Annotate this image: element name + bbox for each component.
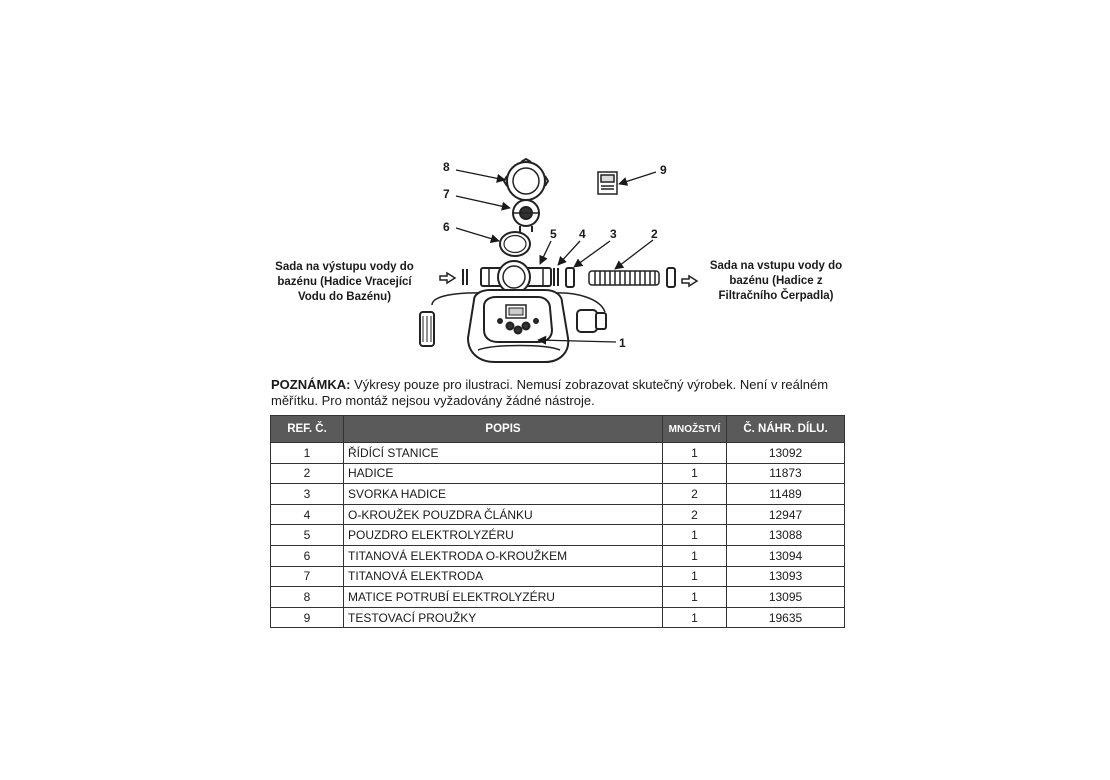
cell-qty: 2	[663, 484, 727, 505]
callout-8: 8	[443, 160, 450, 174]
cell-ref: 3	[271, 484, 344, 505]
cell-part: 12947	[727, 504, 845, 525]
table-row	[271, 463, 845, 484]
callout-4: 4	[579, 227, 586, 241]
cell-desc: POUZDRO ELEKTROLYZÉRU	[344, 525, 663, 546]
cell-part: 19635	[727, 607, 845, 628]
callout-6: 6	[443, 220, 450, 234]
callout-3: 3	[610, 227, 617, 241]
callout-7: 7	[443, 187, 450, 201]
cell-desc: TITANOVÁ ELEKTRODA O-KROUŽKEM	[344, 545, 663, 566]
cell-desc: HADICE	[344, 463, 663, 484]
callout-9: 9	[660, 163, 667, 177]
part-5-cell-housing-drawing	[481, 261, 551, 293]
note-text: Výkresy pouze pro ilustraci. Nemusí zobrazovat skutečný výrobek. Není v reálném měřítku. Pro montáž nejsou vyžadovány žádné nástroje.	[271, 377, 829, 408]
header-part: Č. NÁHR. DÍLU.	[727, 416, 845, 443]
table-header-row	[271, 416, 845, 443]
cell-part: 11873	[727, 463, 845, 484]
cell-part: 13095	[727, 587, 845, 608]
header-ref: REF. Č.	[271, 416, 344, 443]
cell-qty: 1	[663, 607, 727, 628]
cell-qty: 1	[663, 463, 727, 484]
header-qty: MNOŽSTVÍ	[663, 416, 727, 443]
parts-table	[270, 415, 845, 628]
part-7-electrode-drawing	[513, 200, 539, 232]
cell-desc: TESTOVACÍ PROUŽKY	[344, 607, 663, 628]
note-label: POZNÁMKA:	[271, 377, 351, 392]
cell-ref: 1	[271, 443, 344, 464]
table-row	[271, 607, 845, 628]
part-9-test-strips-drawing	[598, 172, 617, 194]
callout-2: 2	[651, 227, 658, 241]
note	[271, 377, 831, 409]
cell-part: 13092	[727, 443, 845, 464]
part-2-hose-drawing	[589, 271, 659, 285]
cell-desc: MATICE POTRUBÍ ELEKTROLYZÉRU	[344, 587, 663, 608]
cell-desc: TITANOVÁ ELEKTRODA	[344, 566, 663, 587]
table-row	[271, 545, 845, 566]
table-row	[271, 504, 845, 525]
table-row	[271, 525, 845, 546]
cell-qty: 2	[663, 504, 727, 525]
part-1-control-station-drawing	[420, 290, 606, 362]
table-row	[271, 443, 845, 464]
cell-desc: SVORKA HADICE	[344, 484, 663, 505]
cell-ref: 8	[271, 587, 344, 608]
cell-qty: 1	[663, 443, 727, 464]
cell-desc: O-KROUŽEK POUZDRA ČLÁNKU	[344, 504, 663, 525]
cell-ref: 5	[271, 525, 344, 546]
part-8-nut-drawing	[504, 159, 548, 203]
table-row	[271, 484, 845, 505]
callout-5: 5	[550, 227, 557, 241]
cell-part: 13088	[727, 525, 845, 546]
callout-1: 1	[619, 336, 626, 350]
table-row	[271, 566, 845, 587]
inlet-kit-label: Sada na vstupu vody do bazénu (Hadice z Filtračního Čerpadla)	[709, 260, 843, 302]
part-6-o-ring-drawing	[500, 232, 530, 256]
outlet-kit-label: Sada na výstupu vody do bazénu (Hadice Vracející Vodu do Bazénu)	[275, 261, 414, 303]
parts-diagram	[0, 0, 1110, 380]
cell-qty: 1	[663, 545, 727, 566]
cell-ref: 4	[271, 504, 344, 525]
cell-qty: 1	[663, 566, 727, 587]
header-desc: POPIS	[344, 416, 663, 443]
cell-part: 13093	[727, 566, 845, 587]
table-row	[271, 587, 845, 608]
cell-part: 13094	[727, 545, 845, 566]
cell-desc: ŘÍDÍCÍ STANICE	[344, 443, 663, 464]
cell-part: 11489	[727, 484, 845, 505]
cell-ref: 2	[271, 463, 344, 484]
cell-qty: 1	[663, 587, 727, 608]
cell-ref: 7	[271, 566, 344, 587]
cell-ref: 9	[271, 607, 344, 628]
cell-ref: 6	[271, 545, 344, 566]
cell-qty: 1	[663, 525, 727, 546]
